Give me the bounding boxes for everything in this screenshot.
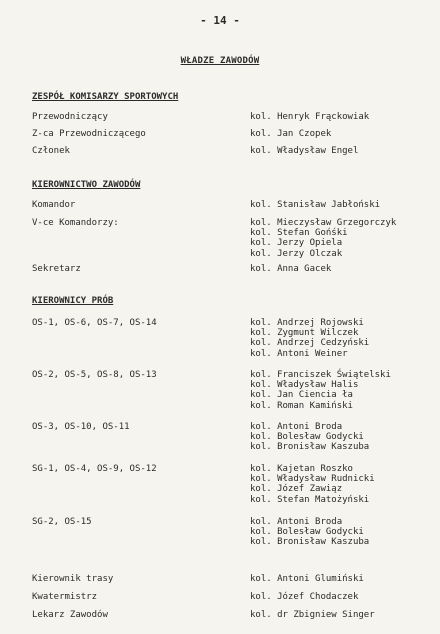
person-name: kol. Jan Czopek (250, 129, 332, 139)
person-name: kol. Franciszek Świątelski (250, 370, 391, 380)
name-list (250, 318, 430, 370)
person-name: kol. dr Zbigniew Singer (250, 610, 375, 620)
stage-label: SG-2, OS-15 (32, 517, 92, 527)
page-title: WŁADZE ZAWODÓW (180, 56, 260, 66)
person-name: kol. Bronisław Kaszuba (250, 442, 370, 453)
person-name: kol. Antoni Broda (250, 422, 343, 432)
table-row (32, 318, 430, 370)
person-name: kol. Anna Gacek (250, 264, 332, 274)
table-row (32, 370, 430, 422)
table-row (32, 574, 430, 592)
section-commissioners (32, 92, 430, 163)
page-number: - 14 - (200, 14, 240, 27)
table-row (32, 112, 430, 129)
table-row (32, 592, 430, 610)
person-name: kol. Bronisław Kaszuba (250, 537, 370, 548)
role-label: Kwatermistrz (32, 592, 98, 602)
person-name: kol. Antoni Weiner (250, 348, 348, 359)
role-label: Przewodniczący (32, 112, 108, 122)
person-name: kol. Kajetan Roszko (250, 464, 353, 474)
person-name: kol. Roman Kamiński (250, 400, 353, 411)
person-name: kol. Henryk Frąckowiak (250, 112, 370, 122)
role-label: V-ce Komandorzy: (32, 218, 119, 228)
person-name: kol. Jerzy Olczak (250, 248, 343, 259)
role-label: Komandor (32, 200, 76, 210)
person-name: kol. Jerzy Opiela (250, 238, 343, 249)
person-name: kol. Józef Chodaczek (250, 592, 359, 602)
person-name: kol. Mieczysław Grzegorczyk (250, 218, 397, 228)
person-name: kol. Zygmunt Wilczek (250, 328, 359, 339)
section-other-officials (32, 574, 430, 628)
role-label: Sekretarz (32, 264, 81, 274)
person-name: kol. Jan Ciencia ła (250, 390, 353, 401)
section-heading: KIEROWNICTWO ZAWODÓW (32, 180, 141, 190)
stage-label: OS-3, OS-10, OS-11 (32, 422, 130, 432)
person-name: kol. Bolesław Godycki (250, 432, 364, 443)
section-heading: ZESPÓŁ KOMISARZY SPORTOWYCH (32, 92, 179, 102)
stage-label: SG-1, OS-4, OS-9, OS-12 (32, 464, 157, 474)
person-name: kol. Władysław Halis (250, 380, 359, 391)
person-name: kol. Władysław Rudnicki (250, 474, 375, 485)
person-name: kol. Andrzej Cedzyński (250, 338, 370, 349)
person-name: kol. Bolesław Godycki (250, 527, 364, 538)
person-name: kol. Józef Zawiąz (250, 484, 343, 495)
role-label: Kierownik trasy (32, 574, 114, 584)
table-row (32, 464, 430, 517)
name-list (250, 370, 430, 422)
person-name: kol. Andrzej Rojowski (250, 318, 364, 328)
table-row (32, 264, 430, 280)
table-row (32, 517, 430, 557)
stage-label: OS-1, OS-6, OS-7, OS-14 (32, 318, 157, 328)
section-management (32, 180, 430, 280)
role-label: Lekarz Zawodów (32, 610, 108, 620)
person-name: kol. Antoni Broda (250, 517, 343, 527)
section-stage-heads (32, 296, 430, 557)
table-row (32, 129, 430, 146)
name-list (250, 422, 430, 464)
table-row (32, 422, 430, 464)
name-list (250, 218, 430, 264)
person-name: kol. Antoni Glumiński (250, 574, 364, 584)
role-label: Członek (32, 146, 70, 156)
person-name: kol. Stefan Gońśki (250, 228, 348, 239)
person-name: kol. Władysław Engel (250, 146, 359, 156)
person-name: kol. Stanisław Jabłoński (250, 200, 381, 210)
table-row (32, 146, 430, 163)
section-heading: KIEROWNICY PRÓB (32, 296, 114, 306)
role-label: Z-ca Przewodniczącego (32, 129, 146, 139)
table-row (32, 200, 430, 218)
person-name: kol. Stefan Matożyński (250, 494, 370, 505)
table-row (32, 218, 430, 264)
table-row (32, 610, 430, 628)
name-list (250, 517, 430, 557)
stage-label: OS-2, OS-5, OS-8, OS-13 (32, 370, 157, 380)
name-list (250, 464, 430, 517)
